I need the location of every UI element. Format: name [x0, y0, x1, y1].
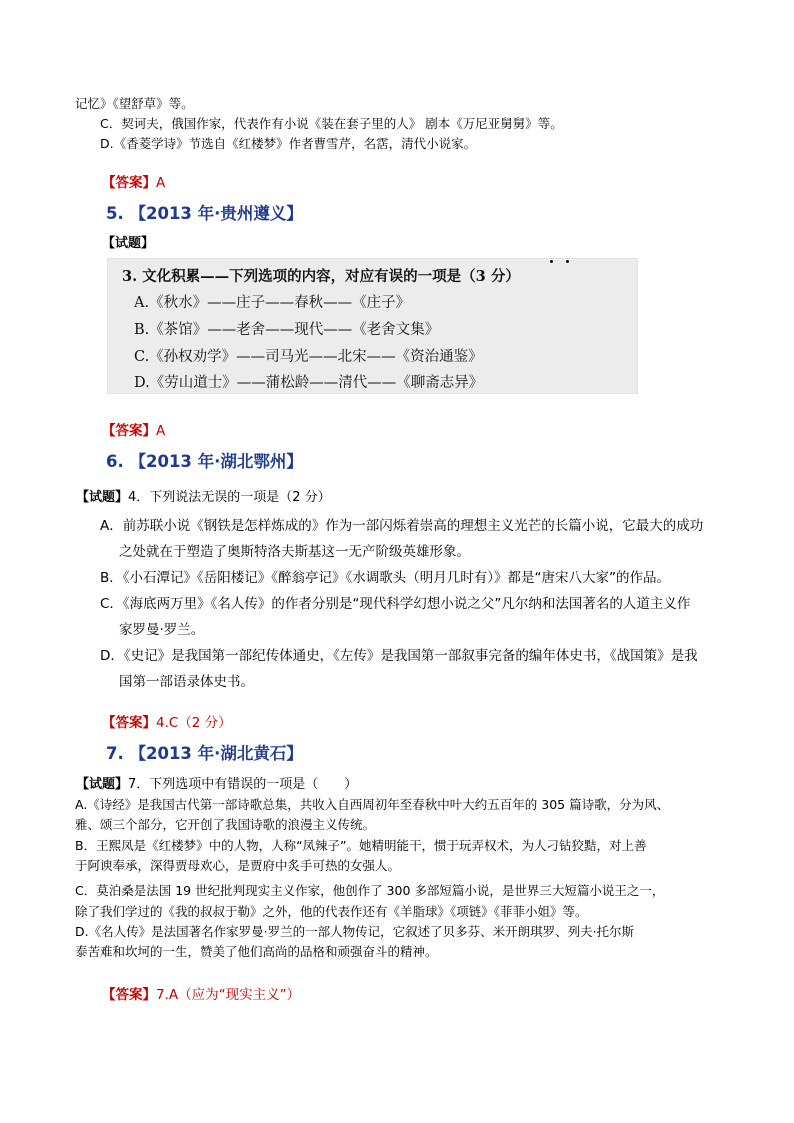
answer-tag: 【答案】 [102, 987, 156, 1003]
option-line: 除了我们学过的《我的叔叔于勒》之外，他的代表作还有《羊脂球》《项链》《菲菲小姐》等。 [75, 904, 588, 919]
question-heading: 5. 【2013 年·贵州遵义】 [106, 204, 303, 223]
option-line: 泰苦难和坎坷的一生，赞美了他们高尚的品格和顽强奋斗的精神。 [75, 944, 438, 959]
image-option: C.《孙权劝学》——司马光——北宋——《资治通鉴》 [134, 349, 483, 365]
answer-tag: 【答案】 [102, 423, 156, 439]
answer-line [102, 423, 165, 439]
answer-tag: 【答案】 [102, 715, 156, 731]
option-line: 国第一部语录体史书。 [119, 674, 254, 690]
answer-line [102, 987, 300, 1003]
image-option: D.《劳山道士》——蒲松龄——清代——《聊斋志异》 [134, 375, 484, 391]
option-line: C．《海底两万里》《名人传》的作者分别是“现代科学幻想小说之父”凡尔纳和法国著名的人道主义作 [100, 596, 691, 612]
image-question-text: 3. 文化积累——下列选项的内容，对应有误的一项是（3 分） [122, 268, 520, 285]
stem-label: 【试题】 [76, 490, 129, 505]
question-label: 【试题】 [102, 236, 155, 251]
answer-value: 7.A（应为“现实主义”） [156, 987, 301, 1003]
option-line: B．王熙凤是《红楼梦》中的人物，人称“凤辣子”。她精明能干，惯于玩弄权术，为人刁钻狡黠，对上善 [75, 838, 647, 853]
question-heading: 6. 【2013 年·湖北鄂州】 [106, 452, 303, 471]
option-line: A.《诗经》是我国古代第一部诗歌总集，共收入自西周初年至春秋中叶大约五百年的 305 篇诗歌，分为风、 [75, 797, 670, 812]
option-line: C．莫泊桑是法国 19 世纪批判现实主义作家，他创作了 300 多部短篇小说，是世界三大短篇小说王之一， [75, 883, 665, 898]
text-line: 记忆》《望舒草》等。 [75, 96, 194, 111]
answer-value: 4.C（2 分） [156, 715, 232, 731]
emphasis-dot [550, 260, 553, 263]
option-line: 之处就在于塑造了奥斯特洛夫斯基这一无产阶级英雄形象。 [119, 544, 470, 560]
stem-label: 【试题】 [76, 777, 129, 792]
question-heading: 7. 【2013 年·湖北黄石】 [106, 744, 303, 763]
image-option: B.《茶馆》——老舍——现代——《老舍文集》 [134, 322, 440, 338]
answer-line [102, 175, 165, 191]
option-line: 于阿谀奉承，深得贾母欢心，是贾府中炙手可热的女强人。 [75, 858, 401, 873]
option-line: 雅、颂三个部分，它开创了我国诗歌的浪漫主义传统。 [75, 817, 376, 832]
option-line: D.《名人传》是法国著名作家罗曼·罗兰的一部人物传记，它叙述了贝多芬、米开朗琪罗、列夫·托尔斯 [75, 924, 635, 939]
option-line: 家罗曼·罗兰。 [119, 622, 205, 638]
question-stem: 7．下列选项中有错误的一项是（ ） [128, 777, 358, 792]
question-label [76, 490, 331, 506]
option-line: A．前苏联小说《钢铁是怎样炼成的》作为一部闪烁着崇高的理想主义光芒的长篇小说，它最大的成功 [100, 518, 704, 534]
answer-tag: 【答案】 [102, 175, 156, 191]
option-line: B．《小石潭记》《岳阳楼记》《醉翁亭记》《水调歌头（明月几时有）》都是“唐宋八大家”的作品。 [100, 570, 670, 586]
emphasis-dot [566, 260, 569, 263]
question-stem: 4．下列说法无误的一项是（2 分） [128, 490, 331, 505]
text-line: D.《香菱学诗》节选自《红楼梦》作者曹雪芹，名霑，清代小说家。 [100, 136, 477, 151]
answer-line [102, 715, 232, 731]
answer-value: A [156, 175, 166, 191]
option-line: D．《史记》是我国第一部纪传体通史，《左传》是我国第一部叙事完备的编年体史书，《战国策》是我 [100, 648, 698, 664]
question-image [107, 258, 638, 394]
text-line: C．契诃夫，俄国作家，代表作有小说《装在套子里的人》 剧本《万尼亚舅舅》等。 [100, 116, 563, 131]
answer-value: A [156, 423, 166, 439]
question-label [76, 777, 357, 793]
image-option: A.《秋水》——庄子——春秋——《庄子》 [134, 295, 411, 311]
